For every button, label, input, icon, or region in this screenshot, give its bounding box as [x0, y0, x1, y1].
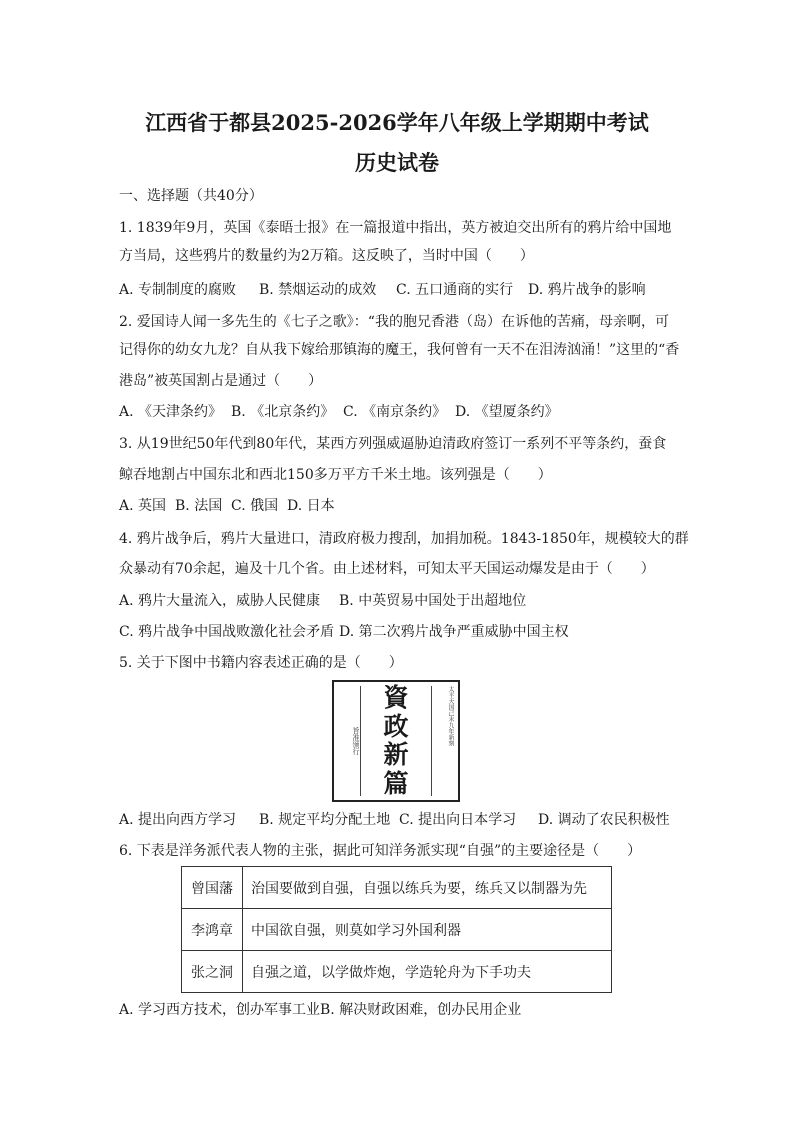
book-cover-left-column: 旨准颁行: [338, 686, 361, 796]
q3-stem-line2: 鲸吞地割占中国东北和西北150多万平方千米土地。该列强是（ ）: [119, 467, 552, 483]
q2-option-c: C. 《南京条约》: [343, 404, 447, 420]
q6-options: [119, 1001, 521, 1019]
westernization-table: [181, 866, 612, 993]
q2-option-b: B. 《北京条约》: [231, 404, 335, 420]
q1-option-b: B. 禁烟运动的成效: [259, 282, 377, 298]
q1-option-d: D. 鸦片战争的影响: [528, 282, 646, 298]
q3-option-a: A. 英国: [119, 498, 167, 514]
book-cover-right-column: 太平天国己未九年新刻: [431, 686, 454, 796]
table-row: [182, 951, 612, 993]
book-title-char-3: 新: [383, 740, 409, 770]
q4-option-d: D. 第二次鸦片战争严重威胁中国主权: [339, 624, 569, 640]
q2-stem-line3: 港岛”被英国割占是通过（ ）: [119, 373, 323, 389]
q1-stem-line2: 方当局，这些鸦片的数量约为2万箱。这反映了，当时中国（ ）: [119, 248, 534, 264]
page-title: 江西省于都县2025-2026学年八年级上学期期中考试: [145, 110, 649, 135]
q2-option-d: D. 《望厦条约》: [455, 404, 559, 420]
q3-option-b: B. 法国: [175, 498, 223, 514]
q3-option-c: C. 俄国: [231, 498, 279, 514]
q4-option-a: A. 鸦片大量流入，威胁人民健康: [119, 593, 321, 609]
book-title-char-1: 資: [383, 683, 409, 713]
q5-option-a: A. 提出向西方学习: [119, 812, 237, 828]
q3-option-d: D. 日本: [287, 498, 335, 514]
q5-option-c: C. 提出向日本学习: [399, 812, 517, 828]
q1-stem-line1: 1. 1839年9月，英国《泰晤士报》在一篇报道中指出，英方被迫交出所有的鸦片给中国地: [119, 220, 672, 236]
q6-option-b: B. 解决财政困难，创办民用企业: [320, 1002, 522, 1018]
q6-stem: 6. 下表是洋务派代表人物的主张，据此可知洋务派实现“自强”的主要途径是（ ）: [119, 843, 642, 859]
q2-option-a: A. 《天津条约》: [119, 404, 223, 420]
page-subtitle: 历史试卷: [355, 150, 439, 175]
book-cover-title: [364, 684, 428, 798]
table-cell-name: 张之洞: [182, 951, 243, 993]
q4-stem-line1: 4. 鸦片战争后，鸦片大量进口，清政府极力搜刮，加捐加税。1843-1850年，规模较大的群: [119, 531, 689, 547]
q4-options-row1: [119, 592, 526, 610]
section-heading: 一、选择题（共40分）: [119, 188, 263, 204]
q1-options: [119, 281, 646, 299]
q6-option-a: A. 学习西方技术，创办军事工业: [119, 1002, 321, 1018]
q1-option-a: A. 专制制度的腐败: [119, 282, 237, 298]
q5-options: [119, 811, 670, 829]
table-cell-claim: 中国欲自强，则莫如学习外国利器: [243, 909, 612, 951]
q4-stem-line2: 众暴动有70余起，遍及十几个省。由上述材料，可知太平天国运动爆发是由于（ ）: [119, 561, 655, 577]
q4-options-row2: [119, 623, 569, 641]
q4-option-b: B. 中英贸易中国处于出超地位: [339, 593, 527, 609]
q4-option-c: C. 鸦片战争中国战败激化社会矛盾: [119, 624, 335, 640]
table-cell-name: 曾国藩: [182, 867, 243, 909]
q1-option-c: C. 五口通商的实行: [396, 282, 514, 298]
table-cell-claim: 治国要做到自强，自强以练兵为要，练兵又以制器为先: [243, 867, 612, 909]
table-row: [182, 867, 612, 909]
q5-stem: 5. 关于下图中书籍内容表述正确的是（ ）: [119, 655, 403, 671]
q5-option-b: B. 规定平均分配土地: [259, 812, 391, 828]
book-title-char-4: 篇: [383, 768, 409, 798]
q2-stem-line1: 2. 爱国诗人闻一多先生的《七子之歌》：“我的胞兄香港（岛）在诉他的苦痛，母亲啊，可: [119, 314, 669, 330]
q3-stem-line1: 3. 从19世纪50年代到80年代，某西方列强威逼胁迫清政府签订一系列不平等条约，蚕食: [119, 436, 667, 452]
table-cell-name: 李鸿章: [182, 909, 243, 951]
q2-options: [119, 403, 559, 421]
book-title-char-2: 政: [383, 711, 409, 741]
q3-options: [119, 497, 335, 515]
book-cover-image: [332, 680, 460, 802]
table-cell-claim: 自强之道，以学做炸炮，学造轮舟为下手功夫: [243, 951, 612, 993]
table-row: [182, 909, 612, 951]
q2-stem-line2: 记得你的幼女九龙？自从我下嫁给那镇海的魔王，我何曾有一天不在泪涛汹涌！”这里的“香: [119, 342, 680, 358]
q5-option-d: D. 调动了农民积极性: [538, 812, 670, 828]
